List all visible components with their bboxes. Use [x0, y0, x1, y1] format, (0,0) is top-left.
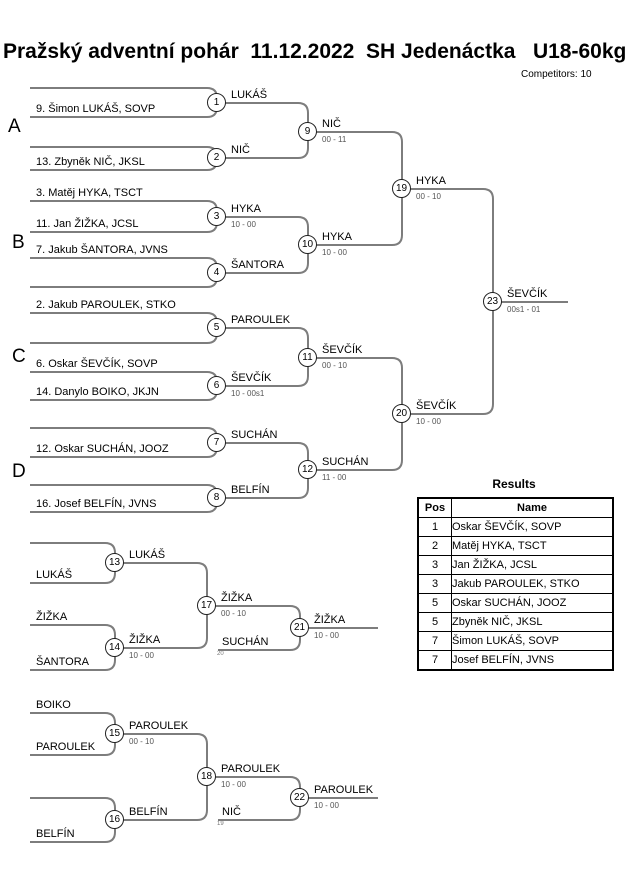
match-14-score: 10 - 00: [129, 651, 154, 660]
results-name-cell: Oskar ŠEVČÍK, SOVP: [452, 518, 614, 537]
match-23-number: 23: [483, 292, 502, 311]
results-pos-header: Pos: [418, 498, 452, 518]
bracket-line-m5: [30, 313, 217, 343]
match-17-score: 00 - 10: [221, 609, 246, 618]
results-title: Results: [492, 477, 536, 491]
entry-matej-hyka: 3. Matěj HYKA, TSCT: [36, 187, 143, 199]
match-10-number: 10: [298, 235, 317, 254]
entry-simon-lukas: 9. Šimon LUKÁŠ, SOVP: [36, 103, 156, 115]
results-pos-cell: 1: [418, 518, 452, 537]
match-3-number: 3: [207, 207, 226, 226]
match-12-score: 11 - 00: [322, 473, 347, 482]
feeder-nic-ref: 19: [217, 821, 224, 827]
bracket-line-m20: [308, 358, 402, 470]
section-label-b: B: [12, 232, 25, 253]
rep-entry-zizka: ŽIŽKA: [36, 611, 68, 623]
match-1-number: 1: [207, 93, 226, 112]
results-row: [418, 613, 613, 632]
feeder-suchan: SUCHÁN: [222, 636, 269, 648]
results-pos-cell: 5: [418, 594, 452, 613]
results-pos-cell: 2: [418, 537, 452, 556]
match-6-winner: ŠEVČÍK: [231, 372, 272, 384]
match-11-number: 11: [298, 348, 317, 367]
results-row: [418, 575, 613, 594]
match-8-number: 8: [207, 488, 226, 507]
entry-oskar-sevcik: 6. Oskar ŠEVČÍK, SOVP: [36, 358, 158, 370]
match-19-winner: HYKA: [416, 175, 446, 187]
match-18-winner: PAROULEK: [221, 763, 281, 775]
match-21-number: 21: [290, 618, 309, 637]
bracket-line-m19: [308, 132, 402, 245]
rep-entry-belfin: BELFÍN: [36, 828, 75, 840]
match-17-winner: ŽIŽKA: [221, 592, 253, 604]
match-20-number: 20: [392, 404, 411, 423]
match-15-winner: PAROULEK: [129, 720, 189, 732]
match-21-winner: ŽIŽKA: [314, 614, 346, 626]
rep-entry-boiko: BOIKO: [36, 699, 71, 711]
section-label-c: C: [12, 346, 26, 367]
match-19-score: 00 - 10: [416, 192, 441, 201]
match-22-number: 22: [290, 788, 309, 807]
match-5-winner: PAROULEK: [231, 314, 291, 326]
match-14-number: 14: [105, 638, 124, 657]
results-pos-cell: 5: [418, 613, 452, 632]
results-table: [417, 497, 614, 671]
match-3-score: 10 - 00: [231, 220, 256, 229]
feeder-nic: NIČ: [222, 806, 241, 818]
match-9-score: 00 - 11: [322, 135, 347, 144]
match-23-score: 00s1 - 01: [507, 305, 541, 314]
results-row: [418, 556, 613, 575]
feeder-suchan-ref: 20: [217, 651, 224, 657]
match-13-winner: LUKÁŠ: [129, 549, 166, 561]
results-name-cell: Zbyněk NIČ, JKSL: [452, 613, 614, 632]
results-pos-cell: 7: [418, 632, 452, 651]
match-19-number: 19: [392, 179, 411, 198]
entry-jakub-paroulek: 2. Jakub PAROULEK, STKO: [36, 299, 176, 311]
rep-entry-lukas: LUKÁŠ: [36, 569, 73, 581]
results-pos-cell: 7: [418, 651, 452, 671]
match-6-number: 6: [207, 376, 226, 395]
entry-zbynek-nic: 13. Zbyněk NIČ, JKSL: [36, 156, 145, 168]
match-11-winner: ŠEVČÍK: [322, 344, 363, 356]
rep-entry-paroulek: PAROULEK: [36, 741, 96, 753]
match-12-winner: SUCHÁN: [322, 456, 369, 468]
bracket-line-m4: [30, 258, 217, 287]
match-2-winner: NIČ: [231, 144, 250, 156]
match-9-number: 9: [298, 122, 317, 141]
match-5-number: 5: [207, 318, 226, 337]
match-8-winner: BELFÍN: [231, 484, 270, 496]
match-4-number: 4: [207, 263, 226, 282]
page-title: Pražský adventní pohár 11.12.2022 SH Jedenáctka U18-60kg: [3, 40, 627, 63]
match-15-score: 00 - 10: [129, 737, 154, 746]
match-18-number: 18: [197, 767, 216, 786]
match-4-winner: ŠANTORA: [231, 259, 284, 271]
match-17-number: 17: [197, 596, 216, 615]
rep-entry-santora: ŠANTORA: [36, 656, 89, 668]
match-1-winner: LUKÁŠ: [231, 89, 268, 101]
match-10-score: 10 - 00: [322, 248, 347, 257]
match-20-winner: ŠEVČÍK: [416, 400, 457, 412]
match-12-number: 12: [298, 460, 317, 479]
competitors-count: Competitors: 10: [521, 69, 592, 80]
results-name-cell: Jakub PAROULEK, STKO: [452, 575, 614, 594]
match-7-winner: SUCHÁN: [231, 429, 278, 441]
match-16-number: 16: [105, 810, 124, 829]
match-3-winner: HYKA: [231, 203, 261, 215]
match-7-number: 7: [207, 433, 226, 452]
section-label-d: D: [12, 461, 26, 482]
results-pos-cell: 3: [418, 575, 452, 594]
match-18-score: 10 - 00: [221, 780, 246, 789]
bracket-line-m23: [402, 189, 493, 414]
match-9-winner: NIČ: [322, 118, 341, 130]
entry-jakub-santora: 7. Jakub ŠANTORA, JVNS: [36, 244, 168, 256]
results-row: [418, 651, 613, 671]
match-15-number: 15: [105, 724, 124, 743]
match-13-number: 13: [105, 553, 124, 572]
match-14-winner: ŽIŽKA: [129, 634, 161, 646]
match-2-number: 2: [207, 148, 226, 167]
entry-oskar-suchan: 12. Oskar SUCHÁN, JOOZ: [36, 443, 169, 455]
match-10-winner: HYKA: [322, 231, 352, 243]
results-header-row: [418, 498, 613, 518]
results-name-cell: Josef BELFÍN, JVNS: [452, 651, 614, 671]
results-row: [418, 632, 613, 651]
results-name-cell: Jan ŽIŽKA, JCSL: [452, 556, 614, 575]
results-name-cell: Oskar SUCHÁN, JOOZ: [452, 594, 614, 613]
results-row: [418, 537, 613, 556]
entry-jan-zizka: 11. Jan ŽIŽKA, JCSL: [36, 218, 139, 230]
results-name-cell: Šimon LUKÁŠ, SOVP: [452, 632, 614, 651]
results-row: [418, 594, 613, 613]
match-20-score: 10 - 00: [416, 417, 441, 426]
results-name-cell: Matěj HYKA, TSCT: [452, 537, 614, 556]
entry-danylo-boiko: 14. Danylo BOIKO, JKJN: [36, 386, 159, 398]
match-16-winner: BELFÍN: [129, 806, 168, 818]
match-22-winner: PAROULEK: [314, 784, 374, 796]
results-pos-cell: 3: [418, 556, 452, 575]
match-11-score: 00 - 10: [322, 361, 347, 370]
match-21-score: 10 - 00: [314, 631, 339, 640]
section-label-a: A: [8, 116, 21, 137]
match-23-winner: ŠEVČÍK: [507, 288, 548, 300]
entry-josef-belfin: 16. Josef BELFÍN, JVNS: [36, 498, 157, 510]
results-row: [418, 518, 613, 537]
match-6-score: 10 - 00s1: [231, 389, 265, 398]
results-name-header: Name: [452, 498, 614, 518]
match-22-score: 10 - 00: [314, 801, 339, 810]
